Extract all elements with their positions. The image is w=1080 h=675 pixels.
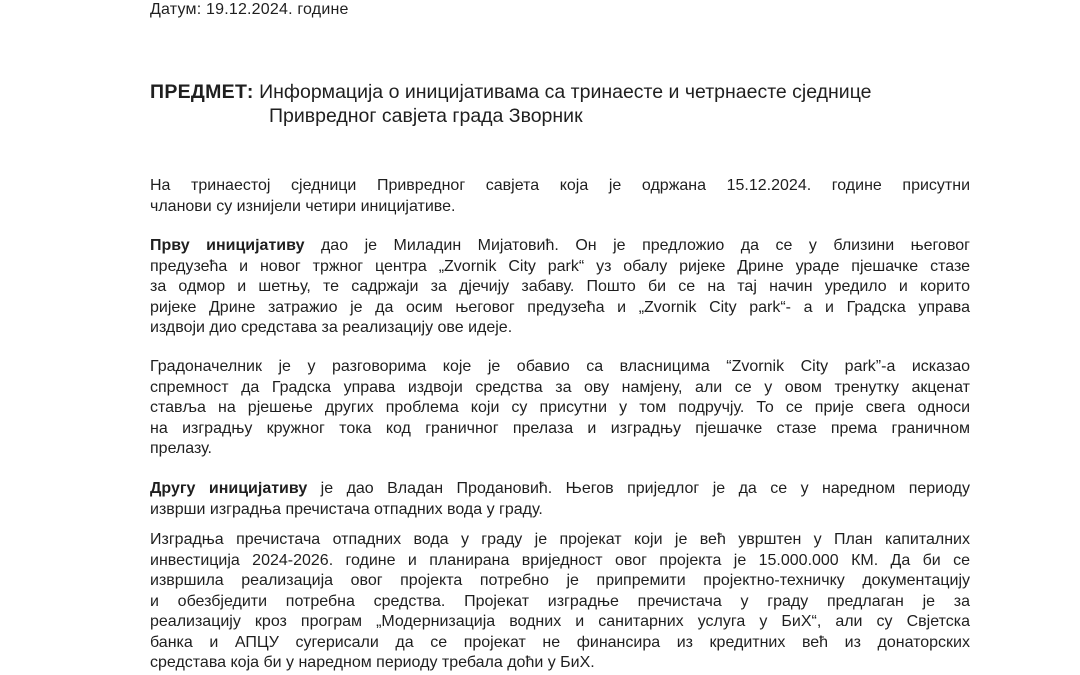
paragraph-line: Изградња пречистача отпадних вода у граду је пројекат који је већ уврштен у План капиталних: [150, 531, 970, 548]
paragraph-text: је дао Владан Продановић. Његов приједлог је да се у наредном периоду: [307, 480, 970, 497]
paragraph-line: [150, 479, 970, 500]
paragraph-line: на изградњу кружног тока код граничног прелаза и изградњу пјешачке стазе према граничном: [150, 419, 970, 437]
paragraph-line: издвоји дио средстава за реализацију ове идеје.: [150, 319, 513, 336]
paragraph-line: На тринаестој сједници Привредног савјета која је одржана 15.12.2024. године присутни: [150, 177, 970, 194]
paragraph-line: и обезбједити потребна средства. Пројекат изградње пречистача у граду предлаган је за: [150, 592, 970, 610]
paragraph-line: [150, 236, 970, 257]
subject-line-1: Информација о иницијативама са тринаесте и четрнаесте сједнице: [259, 81, 872, 103]
paragraph-line: Градоначелник је у разговорима које је обавио са власницима “Zvornik City park”-а исказао: [150, 358, 970, 375]
paragraph-first-initiative: [150, 236, 970, 339]
paragraph-line: чланови су изнијели четири иницијативе.: [150, 197, 456, 215]
paragraph-line: средстава која би у наредном периоду требала доћи у БиХ.: [150, 654, 595, 671]
paragraph-line: реализацију кроз програм „Модернизација водних и санитарних услуга у БиХ“, али су Свјетска: [150, 613, 970, 630]
second-initiative-label: Другу иницијативу: [150, 480, 308, 497]
paragraph-line: ријеке Дрине затражио је да осим његовог предузећа и „Zvornik City park“- а и Градска управа: [150, 298, 970, 316]
paragraph-second-initiative: [150, 479, 970, 520]
paragraph-line: изврши изградња пречистача отпадних вода у граду.: [150, 500, 543, 518]
paragraph-session-intro: [150, 176, 970, 217]
subject-heading: [150, 80, 970, 128]
paragraph-line: инвестиција 2024-2026. године и планирана вриједност овог пројекта је 15.000.000 КМ. Да би се: [150, 551, 970, 569]
document-date: Датум: 19.12.2024. године: [150, 1, 349, 18]
first-initiative-label: Прву иницијативу: [150, 237, 305, 254]
paragraph-text: дао је Миладин Мијатовић. Он је предложио да се у близини његовог: [304, 237, 970, 254]
paragraph-mayor-response: [150, 357, 970, 460]
paragraph-line: спремност да Градска управа издвоји средства за ову намјену, али се у овом тренутку акценат: [150, 378, 970, 396]
paragraph-treatment-plant: [150, 530, 970, 674]
paragraph-line: извршила реализација овог пројекта потребно је припремити пројектно-техничку документацију: [150, 572, 970, 589]
paragraph-line: прелазу.: [150, 440, 212, 457]
subject-line-2: Привредног савјета града Зворник: [269, 105, 583, 127]
paragraph-line: за одмор и шетњу, те садржаји за дјечију забаву. Пошто би се на тај начин уредило и корито: [150, 278, 970, 295]
paragraph-line: банка и АПЦУ сугерисали да се пројекат не финансира из кредитних већ из донаторских: [150, 633, 970, 651]
subject-label: ПРЕДМЕТ:: [150, 81, 254, 103]
paragraph-line: ставља на рјешење других проблема који су присутни у том подручју. То се прије свега односи: [150, 399, 970, 416]
paragraph-line: предузећа и новог тржног центра „Zvornik City park“ уз обалу ријеке Дрине ураде пјешачке стазе: [150, 257, 970, 275]
